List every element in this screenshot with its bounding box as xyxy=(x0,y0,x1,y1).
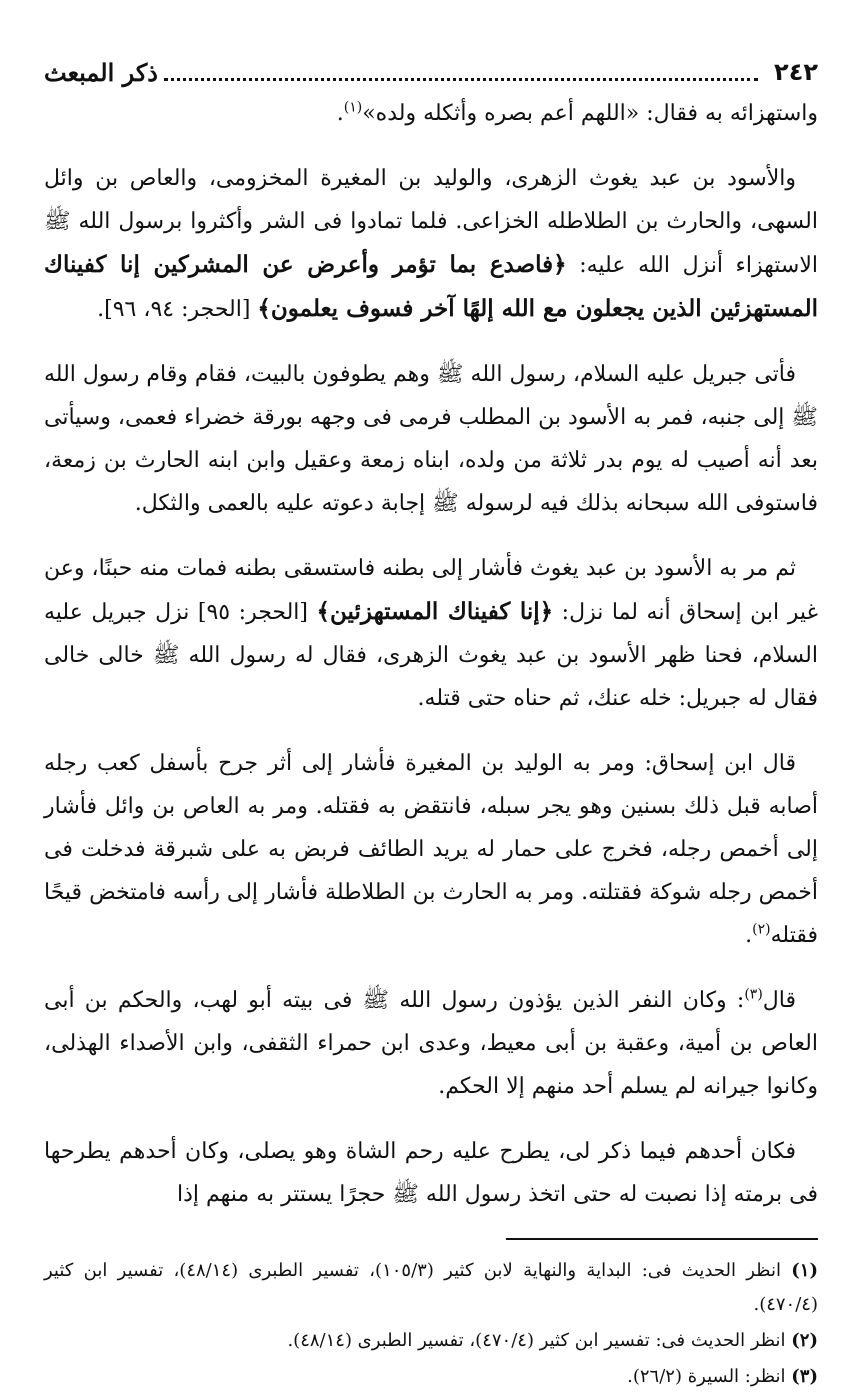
paragraph-3 xyxy=(44,547,818,720)
chapter-title: ذكر المبعث xyxy=(44,57,158,87)
footnote-2-text: انظر الحديث فى: تفسير ابن كثير (٤٧٠/٤)، تفسير الطبرى (٤٨/١٤). xyxy=(287,1330,792,1351)
paragraph-0-text: واستهزائه به فقال: «اللهم أعم بصره وأثكله ولده» xyxy=(362,101,818,126)
verse-reference-1: [الحجر: ٩٤، ٩٦]. xyxy=(97,297,258,322)
main-text xyxy=(44,92,818,1216)
page-number: ٢٤٢ xyxy=(774,58,818,86)
footnote-ref-2: (٢) xyxy=(752,921,771,938)
footnote-3 xyxy=(44,1360,818,1394)
paragraph-3-text-b: [الحجر: ٩٥] نزل جبريل عليه السلام، فحنا ظهر الأسود بن عبد يغوث الزهرى، فقال له رسول الله ﷺ خالى خالى فقال له جبريل: خله عنك، ثم حناه حتى قتله. xyxy=(44,600,818,711)
footnote-ref-3: (٣) xyxy=(744,986,763,1003)
paragraph-1 xyxy=(44,157,818,331)
header-leader-dots xyxy=(164,64,758,81)
quran-verse-2: ﴿إنا كفيناك المستهزئين﴾ xyxy=(316,598,554,625)
footnote-1-text: انظر الحديث فى: البداية والنهاية لابن كثير (١٠٥/٣)، تفسير الطبرى (٤٨/١٤)، تفسير ابن كثير (٤٧٠/٤). xyxy=(44,1260,818,1315)
footnote-1-number: (١) xyxy=(791,1260,818,1281)
paragraph-4-end: . xyxy=(745,923,753,948)
paragraph-0-end: . xyxy=(336,101,344,126)
paragraph-4 xyxy=(44,742,818,957)
footnote-3-number: (٣) xyxy=(791,1366,818,1387)
footnote-2 xyxy=(44,1324,818,1358)
footnote-1 xyxy=(44,1254,818,1322)
running-header xyxy=(44,52,818,92)
footnote-2-number: (٢) xyxy=(791,1330,818,1351)
paragraph-5 xyxy=(44,979,818,1108)
paragraph-3-text-a: ثم مر به الأسود بن عبد يغوث فأشار إلى بطنه فاستسقى بطنه فمات منه حبنًا، وعن غير ابن إسحاق أنه لما نزل: xyxy=(44,556,818,625)
paragraph-2: فأتى جبريل عليه السلام، رسول الله ﷺ وهم يطوفون بالبيت، فقام وقام رسول الله ﷺ إلى جنبه، فمر به الأسود بن المطلب فرمى فى وجهه بورقة خضراء فعمى، وسيأتى بعد أنه أصيب له يوم بدر ثلاثة من ولده، ابناه زمعة وعقيل وابن ابنه الحارث بن زمعة، فاستوفى الله سبحانه بذلك فيه لرسوله ﷺ إجابة دعوته عليه بالعمى والثكل. xyxy=(44,362,818,516)
paragraph-5-text: : وكان النفر الذين يؤذون رسول الله ﷺ فى بيته أبو لهب، والحكم بن أبى العاص بن أمية، وعقبة بن أبى معيط، وعدى ابن حمراء الثقفى، وابن الأصداء الهذلى، وكانوا جيرانه لم يسلم أحد منهم إلا الحكم. xyxy=(44,988,818,1099)
footnote-ref-1: (١) xyxy=(343,99,363,116)
paragraph-4-text: قال ابن إسحاق: ومر به الوليد بن المغيرة فأشار إلى أثر جرح بأسفل كعب رجله أصابه قبل ذلك بسنين وهو يجر سبله، فانتقض به فقتله. ومر به العاص بن وائل فأشار إلى أخمص رجله، فخرج على حمار له يريد الطائف فربض به على شبرقة فدخلت فى أخمص رجله شوكة فقتلته. ومر به الحارث بن الطلاطلة فأشار إلى رأسه فامتخض قيحًا فقتله xyxy=(44,751,818,948)
footnote-separator xyxy=(506,1238,818,1240)
footnotes xyxy=(44,1254,818,1394)
paragraph-1-text: والأسود بن عبد يغوث الزهرى، والوليد بن المغيرة المخزومى، والعاص بن وائل السهى، والحارث بن الطلاطله الخزاعى. فلما تمادوا فى الشر وأكثروا برسول الله ﷺ الاستهزاء أنزل الله عليه: xyxy=(44,166,818,278)
footnote-3-text: انظر: السيرة (٢٦/٢). xyxy=(627,1366,792,1387)
quran-verse-1: ﴿فاصدع بما تؤمر وأعرض عن المشركين إنا كفيناك المستهزئين الذين يجعلون مع الله إلهًا آخر فسوف يعلمون﴾ xyxy=(44,251,818,322)
paragraph-0 xyxy=(44,92,818,135)
paragraph-6: فكان أحدهم فيما ذكر لى، يطرح عليه رحم الشاة وهو يصلى، وكان أحدهم يطرحها فى برمته إذا نصبت له حتى اتخذ رسول الله ﷺ حجرًا يستتر به منهم إذا xyxy=(44,1139,818,1207)
paragraph-5-lead: قال xyxy=(762,988,796,1013)
